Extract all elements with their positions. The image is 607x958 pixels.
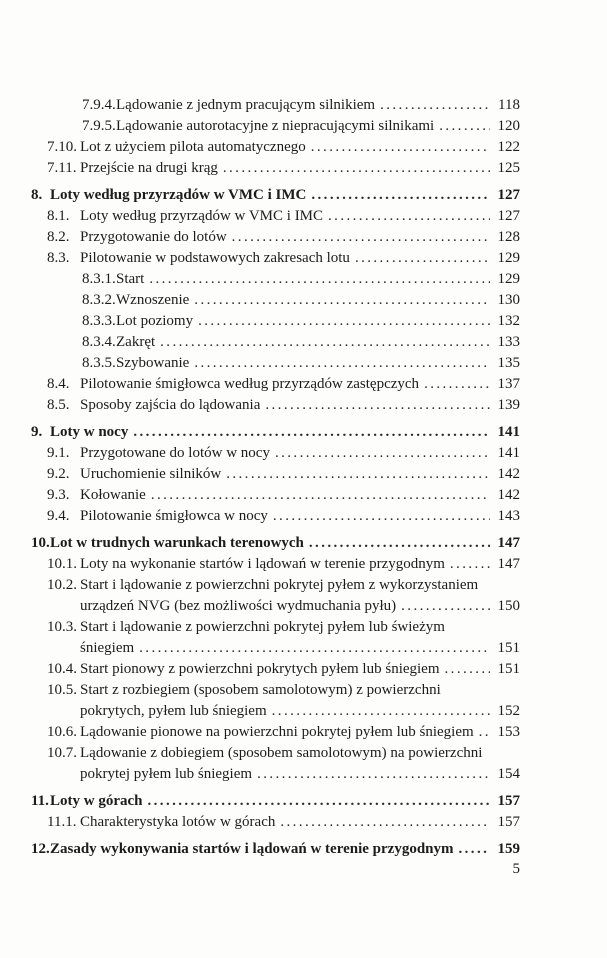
- toc-entry-number: 8.3.2.: [82, 292, 116, 308]
- toc-leader-dots: [160, 332, 490, 353]
- toc-entry-number: 10.1.: [47, 556, 77, 572]
- toc-entry: [0, 575, 520, 596]
- toc-leader-dots: [194, 353, 490, 374]
- toc-entry-number: 9.3.: [47, 487, 70, 503]
- toc-leader-dots: [450, 554, 490, 575]
- toc-entry-continuation: [0, 638, 520, 659]
- toc-entry-number: 7.9.4.: [82, 97, 116, 113]
- toc-entry-number: 12.: [31, 841, 50, 857]
- toc-entry-title: Loty według przyrządów w VMC i IMC: [80, 208, 324, 224]
- toc-entry-page: 127: [497, 208, 520, 224]
- toc-entry: [0, 311, 520, 332]
- toc-entry: [0, 506, 520, 527]
- toc-entry-title: Szybowanie: [116, 355, 190, 371]
- toc-entry-title: Zakręt: [116, 334, 156, 350]
- toc-entry-title-line2: śniegiem: [80, 640, 135, 656]
- page-number: 5: [512, 861, 520, 877]
- toc-entry: [0, 554, 520, 575]
- toc-entry: [0, 116, 520, 137]
- toc-entry-title: Start i lądowanie z powierzchni pokrytej pyłem z wykorzystaniem: [80, 577, 479, 593]
- toc-entry: [0, 248, 520, 269]
- toc-leader-dots: [275, 443, 490, 464]
- toc-leader-dots: [265, 395, 490, 416]
- toc-entry-page: 128: [497, 229, 520, 245]
- toc-entry-title: Start: [116, 271, 145, 287]
- toc-leader-dots: [380, 95, 490, 116]
- toc-entry-page: 151: [497, 661, 520, 677]
- toc-entry: [0, 269, 520, 290]
- toc-entry-page: 159: [497, 841, 520, 857]
- toc-entry: [0, 485, 520, 506]
- toc-entry-number: 8.3.1.: [82, 271, 116, 287]
- toc-entry: [0, 332, 520, 353]
- toc-entry-number: 8.3.4.: [82, 334, 116, 350]
- toc-leader-dots: [149, 269, 490, 290]
- toc-entry-title: Lądowanie z jednym pracującym silnikiem: [116, 97, 376, 113]
- toc-entry: [0, 395, 520, 416]
- toc-entry-number: 7.9.5.: [82, 118, 116, 134]
- toc-entry-page: 135: [497, 355, 520, 371]
- toc-entry-title: Pilotowanie śmigłowca według przyrządów zastępczych: [80, 376, 420, 392]
- toc-entry-number: 8.3.: [47, 250, 70, 266]
- toc-leader-dots: [355, 248, 490, 269]
- toc-leader-dots: [223, 158, 490, 179]
- toc-entry: [0, 290, 520, 311]
- toc-entry-page: 137: [497, 376, 520, 392]
- toc-entry-title: Przejście na drugi krąg: [80, 160, 218, 176]
- toc-entry: [0, 422, 520, 443]
- toc-entry-title: Lot z użyciem pilota automatycznego: [80, 139, 306, 155]
- toc-entry: [0, 839, 520, 860]
- toc-entry-page: 129: [497, 271, 520, 287]
- toc-entry-number: 10.2.: [47, 577, 77, 593]
- toc-entry: [0, 791, 520, 812]
- toc-entry-continuation: [0, 596, 520, 617]
- toc-entry-number: 10.4.: [47, 661, 77, 677]
- toc-leader-dots: [479, 722, 490, 743]
- toc-entry-number: 10.5.: [47, 682, 77, 698]
- toc-entry: [0, 227, 520, 248]
- toc-entry-number: 11.1.: [47, 814, 77, 830]
- toc-entry-page: 133: [497, 334, 520, 350]
- toc-entry-title: Lądowanie z dobiegiem (sposobem samolotowym) na powierzchni: [80, 745, 483, 761]
- toc-leader-dots: [309, 533, 490, 554]
- toc-entry-page: 152: [497, 703, 520, 719]
- toc-entry-page: 151: [497, 640, 520, 656]
- toc-entry: [0, 743, 520, 764]
- toc-entry-page: 153: [497, 724, 520, 740]
- toc-entry-title: Loty w górach: [50, 793, 143, 809]
- toc-entry-page: 118: [498, 97, 520, 113]
- toc-entry-page: 142: [497, 466, 520, 482]
- toc-entry-number: 10.: [31, 535, 50, 551]
- toc-leader-dots: [459, 839, 491, 860]
- toc-entry: [0, 158, 520, 179]
- toc-entry-continuation: [0, 701, 520, 722]
- toc-leader-dots: [311, 137, 490, 158]
- toc-entry-page: 157: [497, 814, 520, 830]
- toc-entry-number: 10.7.: [47, 745, 77, 761]
- toc-leader-dots: [232, 227, 490, 248]
- toc-entry-page: 127: [497, 187, 520, 203]
- toc-entry-page: 132: [497, 313, 520, 329]
- toc-entry-title-line2: pokrytych, pyłem lub śniegiem: [80, 703, 267, 719]
- toc-entry: [0, 374, 520, 395]
- toc-entry: [0, 137, 520, 158]
- toc-leader-dots: [439, 116, 490, 137]
- toc-entry-number: 8.3.3.: [82, 313, 116, 329]
- toc-leader-dots: [280, 812, 490, 833]
- toc-entry-page: 143: [497, 508, 520, 524]
- toc-entry: [0, 812, 520, 833]
- toc-entry-number: 9.2.: [47, 466, 70, 482]
- toc-entry-number: 8.: [31, 187, 43, 203]
- toc-entry-title: Lądowanie autorotacyjne z niepracującymi silnikami: [116, 118, 435, 134]
- toc-entry-page: 130: [497, 292, 520, 308]
- toc-entry-page: 154: [497, 766, 520, 782]
- toc-entry-number: 9.4.: [47, 508, 70, 524]
- toc-entry-number: 8.3.5.: [82, 355, 116, 371]
- toc-entry-page: 125: [497, 160, 520, 176]
- toc-entry: [0, 353, 520, 374]
- toc-entry: [0, 680, 520, 701]
- toc-leader-dots: [151, 485, 490, 506]
- toc-leader-dots: [328, 206, 490, 227]
- toc-entry-number: 8.1.: [47, 208, 70, 224]
- toc-entry-number: 11.: [31, 793, 49, 809]
- toc-entry-title-line2: pokrytej pyłem lub śniegiem: [80, 766, 253, 782]
- toc-entry-title: Przygotowanie do lotów: [80, 229, 227, 245]
- toc-entry-number: 10.3.: [47, 619, 77, 635]
- toc-entry-number: 8.4.: [47, 376, 70, 392]
- toc-entry: [0, 185, 520, 206]
- toc-entry-page: 147: [497, 535, 520, 551]
- toc-entry-title: Loty w nocy: [50, 424, 129, 440]
- toc-entry-title: Start pionowy z powierzchni pokrytych pyłem lub śniegiem: [80, 661, 440, 677]
- toc-entry-title: Kołowanie: [80, 487, 146, 503]
- toc-entry: [0, 617, 520, 638]
- toc-entry: [0, 659, 520, 680]
- toc-entry-page: 142: [497, 487, 520, 503]
- toc-leader-dots: [311, 185, 490, 206]
- toc-entry-number: 10.6.: [47, 724, 77, 740]
- toc-entry-number: 9.: [31, 424, 43, 440]
- toc-entry-continuation: [0, 764, 520, 785]
- toc-entry-title: Start z rozbiegiem (sposobem samolotowym) z powierzchni: [80, 682, 441, 698]
- toc-entry-page: 141: [497, 424, 520, 440]
- toc-entry-number: 7.10.: [47, 139, 77, 155]
- toc-leader-dots: [194, 290, 490, 311]
- toc-entry-title: Sposoby zajścia do lądowania: [80, 397, 261, 413]
- toc-entry-title: Przygotowane do lotów w nocy: [80, 445, 270, 461]
- toc-entry-title: Charakterystyka lotów w górach: [80, 814, 276, 830]
- toc-entry-title: Lot poziomy: [116, 313, 194, 329]
- toc-entry-number: 9.1.: [47, 445, 70, 461]
- toc-entry-number: 8.5.: [47, 397, 70, 413]
- toc-entry: [0, 95, 520, 116]
- toc-leader-dots: [133, 422, 490, 443]
- toc-entry-title-line2: urządzeń NVG (bez możliwości wydmuchania pyłu): [80, 598, 397, 614]
- toc-leader-dots: [424, 374, 490, 395]
- toc-entry-title: Start i lądowanie z powierzchni pokrytej pyłem lub świeżym: [80, 619, 445, 635]
- toc-leader-dots: [445, 659, 490, 680]
- toc-leader-dots: [401, 596, 490, 617]
- toc-entry-page: 150: [497, 598, 520, 614]
- toc-entry-page: 120: [497, 118, 520, 134]
- toc-entry-title: Uruchomienie silników: [80, 466, 222, 482]
- toc-entry-title: Loty według przyrządów w VMC i IMC: [50, 187, 307, 203]
- toc-leader-dots: [148, 791, 491, 812]
- toc-entry-title: Wznoszenie: [116, 292, 190, 308]
- toc-entry-title: Lot w trudnych warunkach terenowych: [50, 535, 304, 551]
- toc-leader-dots: [273, 506, 490, 527]
- toc-leader-dots: [257, 764, 490, 785]
- toc-entry-title: Lądowanie pionowe na powierzchni pokrytej pyłem lub śniegiem: [80, 724, 474, 740]
- toc-entry-page: 157: [497, 793, 520, 809]
- toc-entry-page: 139: [497, 397, 520, 413]
- toc-entry: [0, 722, 520, 743]
- toc-entry: [0, 533, 520, 554]
- toc-leader-dots: [272, 701, 490, 722]
- toc-entry-page: 141: [497, 445, 520, 461]
- toc-entry-page: 122: [497, 139, 520, 155]
- toc-entry: [0, 464, 520, 485]
- toc-entry-number: 8.2.: [47, 229, 70, 245]
- toc-entry: [0, 206, 520, 227]
- toc-entry-title: Pilotowanie śmigłowca w nocy: [80, 508, 268, 524]
- toc-entry-number: 7.11.: [47, 160, 77, 176]
- toc-entry-page: 147: [497, 556, 520, 572]
- toc-leader-dots: [198, 311, 490, 332]
- toc-entry-page: 129: [497, 250, 520, 266]
- toc-entry-title: Pilotowanie w podstawowych zakresach lotu: [80, 250, 350, 266]
- toc-entry-title: Loty na wykonanie startów i lądowań w terenie przygodnym: [80, 556, 445, 572]
- toc-entry-title: Zasady wykonywania startów i lądowań w terenie przygodnym: [50, 841, 454, 857]
- toc-leader-dots: [139, 638, 490, 659]
- toc-entry: [0, 443, 520, 464]
- toc-leader-dots: [226, 464, 490, 485]
